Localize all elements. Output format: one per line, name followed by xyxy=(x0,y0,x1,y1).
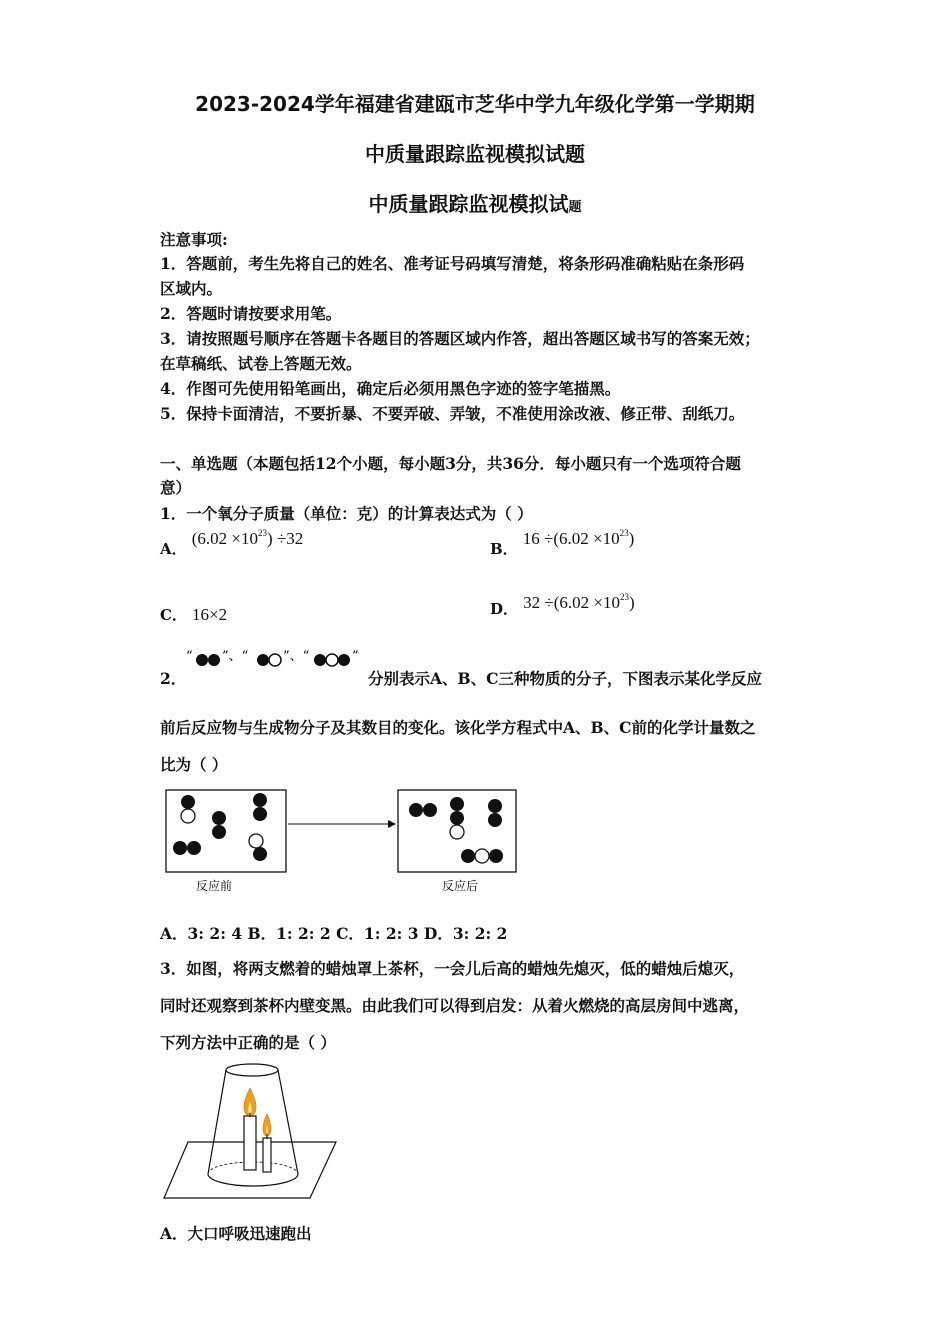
q3-stem-c: 下列方法中正确的是（ ） xyxy=(160,1033,336,1052)
q2-stem-c: 比为（ ） xyxy=(160,755,228,774)
arrow-head-icon xyxy=(388,820,396,828)
page-title-line3-tail: 题 xyxy=(568,200,582,215)
q3-option-a[interactable]: A．大口呼吸迅速跑出 xyxy=(160,1224,312,1243)
page-title-line2: 中质量跟踪监视模拟试题 xyxy=(365,142,585,166)
q2-quote: “ xyxy=(186,649,193,664)
page-title-line1: 2023-2024学年福建省建瓯市芝华中学九年级化学第一学期期 xyxy=(195,92,755,116)
molecule-b-icon xyxy=(257,654,281,666)
q2-quote: ” xyxy=(352,649,359,664)
page-title-line3 xyxy=(0,188,950,217)
q1-option-c[interactable] xyxy=(160,604,227,625)
q2-reaction-diagram xyxy=(160,786,530,898)
q1-option-c-label: C． xyxy=(160,606,187,624)
q2-molecule-legend xyxy=(186,648,366,672)
note-line: 5．保持卡面清洁，不要折暴、不要弄破、弄皱，不准使用涂改液、修正带、刮纸刀。 xyxy=(160,404,745,423)
q1-option-d-label: D． xyxy=(490,600,519,618)
q1-option-c-formula: 16×2 xyxy=(192,605,228,624)
q1-option-d[interactable] xyxy=(490,592,635,619)
q3-stem-a: 3．如图，将两支燃着的蜡烛罩上茶杯，一会儿后高的蜡烛先熄灭，低的蜡烛后熄灭， xyxy=(160,959,745,978)
q2-stem-a: 分别表示A、B、C三种物质的分子，下图表示某化学反应 xyxy=(368,669,762,688)
q2-separator: ”、“ xyxy=(222,649,249,664)
q1-option-a[interactable] xyxy=(160,528,304,559)
molecule-a-icon xyxy=(196,654,220,666)
note-line: 2．答题时请按要求用笔。 xyxy=(160,304,342,323)
q1-option-b-formula: $16 \div(6.02 \times 10^{23})$ xyxy=(522,528,635,548)
q1-stem: 1．一个氧分子质量（单位：克）的计算表达式为（ ） xyxy=(160,504,533,523)
short-candle-icon xyxy=(263,1114,271,1172)
q2-stem-b: 前后反应物与生成物分子及其数目的变化。该化学方程式中A、B、C前的化学计量数之 xyxy=(160,718,756,737)
note-line: 区域内。 xyxy=(160,279,223,298)
notes-heading: 注意事项: xyxy=(160,230,228,249)
q2-separator: ”、“ xyxy=(283,649,310,664)
q3-candle-diagram xyxy=(160,1058,342,1204)
note-line: 4．作图可先使用铅笔画出，确定后必须用黑色字迹的签字笔描黑。 xyxy=(160,379,621,398)
tall-candle-icon xyxy=(244,1088,256,1170)
molecule-c-icon xyxy=(314,654,350,666)
note-line: 1．答题前，考生先将自己的姓名、准考证号码填写清楚，将条形码准确粘贴在条形码 xyxy=(160,254,745,273)
caption-before: 反应前 xyxy=(196,879,233,893)
note-line: 3．请按照题号顺序在答题卡各题目的答题区域内作答，超出答题区域书写的答案无效； xyxy=(160,329,760,348)
q2-options[interactable]: A．3: 2: 4 B．1: 2: 2 C．1: 2: 3 D．3: 2: 2 xyxy=(160,924,508,943)
q1-option-a-formula: $(6.02 \times 10^{23}) \div 32$ xyxy=(191,528,304,548)
note-line: 在草稿纸、试卷上答题无效。 xyxy=(160,354,362,373)
q3-stem-b: 同时还观察到茶杯内壁变黑。由此我们可以得到启发：从着火燃烧的高层房间中逃离， xyxy=(160,996,750,1015)
q1-option-b[interactable] xyxy=(490,528,635,559)
q2-number: 2． xyxy=(160,669,187,688)
section-heading-line2: 意） xyxy=(160,478,192,497)
page-title-line3-text: 中质量跟踪监视模拟试 xyxy=(368,192,569,216)
q1-option-a-label: A． xyxy=(160,540,187,558)
q1-option-b-label: B． xyxy=(490,540,518,558)
q1-option-d-formula: $32 \div(6.02 \times 10^{23})$ xyxy=(523,592,635,612)
section-heading-line1: 一、单选题（本题包括12个小题，每小题3分，共36分．每小题只有一个选项符合题 xyxy=(160,454,741,473)
caption-after: 反应后 xyxy=(442,879,479,893)
